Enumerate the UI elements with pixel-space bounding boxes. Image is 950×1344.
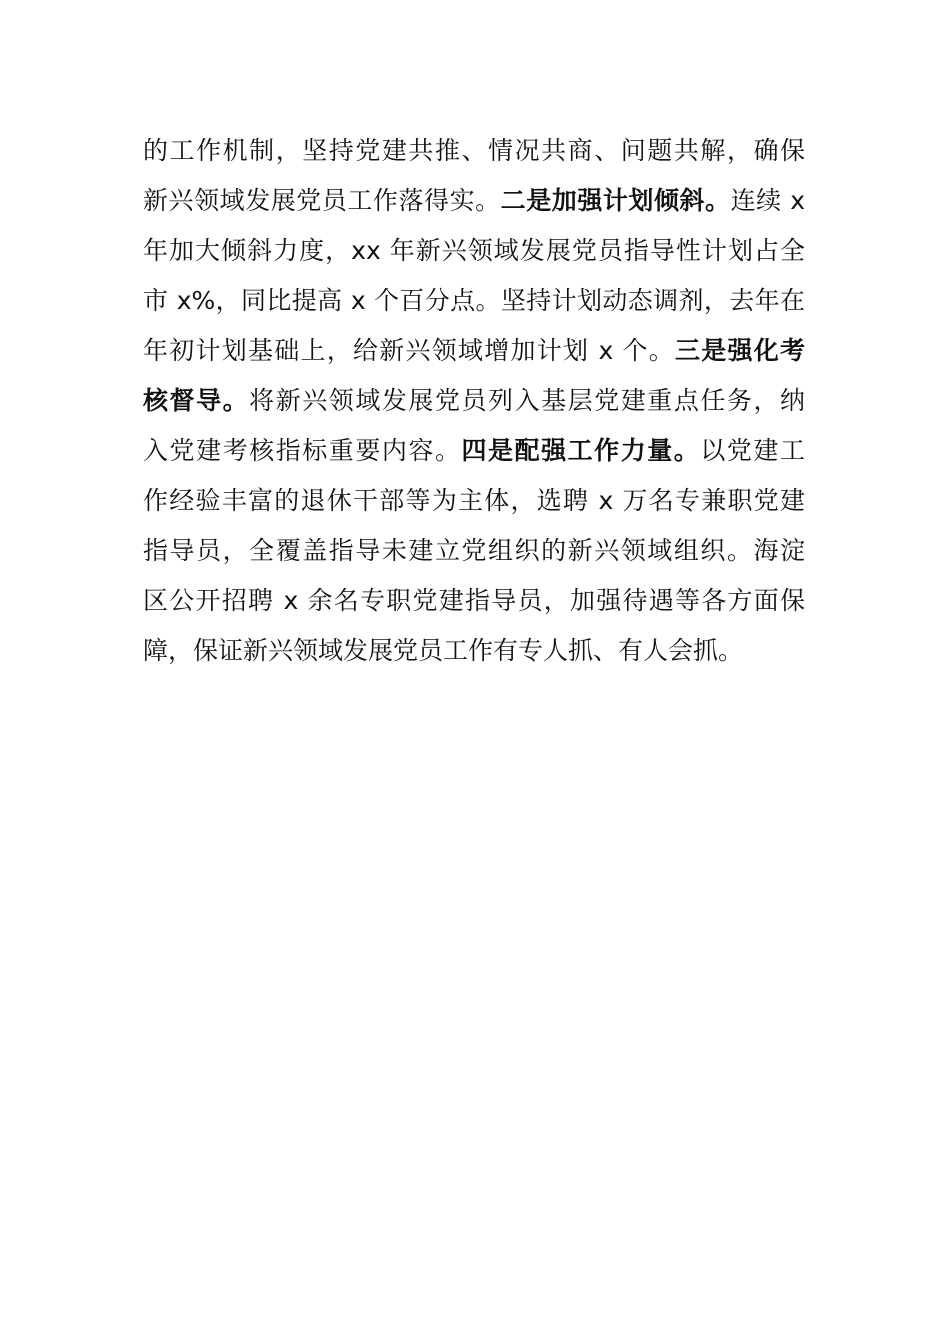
text-span: 连续 x	[730, 186, 805, 215]
bold-heading-span: 四是配强工作力量。	[461, 436, 701, 465]
text-span: 指导员，全覆盖指导未建立党组织的新兴领域组织。海淀	[143, 536, 805, 565]
text-line-last	[143, 626, 805, 676]
text-span: 的工作机制，坚持党建共推、情况共商、问题共解，确保	[143, 136, 805, 165]
text-line	[143, 576, 805, 626]
text-line	[143, 426, 805, 476]
text-line	[143, 176, 805, 226]
text-span: 以党建工	[700, 436, 805, 465]
text-line	[143, 476, 805, 526]
text-line	[143, 376, 805, 426]
bold-heading-span: 二是加强计划倾斜。	[500, 186, 731, 215]
text-line	[143, 326, 805, 376]
text-span: 区公开招聘 x 余名专职党建指导员，加强待遇等各方面保	[143, 586, 805, 615]
text-span: 入党建考核指标重要内容。	[143, 436, 462, 465]
text-span: 市 x%，同比提高 x 个百分点。坚持计划动态调剂，去年在	[143, 286, 805, 315]
bold-heading-span: 核督导。	[143, 386, 250, 415]
text-span: 年加大倾斜力度，xx 年新兴领域发展党员指导性计划占全	[143, 236, 805, 265]
text-line	[143, 126, 805, 176]
text-line	[143, 526, 805, 576]
text-span: 新兴领域发展党员工作落得实。	[143, 186, 501, 215]
text-span: 将新兴领域发展党员列入基层党建重点任务，纳	[249, 386, 805, 415]
text-span: 年初计划基础上，给新兴领域增加计划 x 个。	[143, 336, 675, 365]
text-line	[143, 226, 805, 276]
text-line	[143, 276, 805, 326]
text-span: 障，保证新兴领域发展党员工作有专人抓、有人会抓。	[143, 636, 744, 665]
bold-heading-span: 三是强化考	[674, 336, 805, 365]
body-paragraph	[143, 126, 805, 676]
text-span: 作经验丰富的退休干部等为主体，选聘 x 万名专兼职党建	[143, 486, 805, 515]
